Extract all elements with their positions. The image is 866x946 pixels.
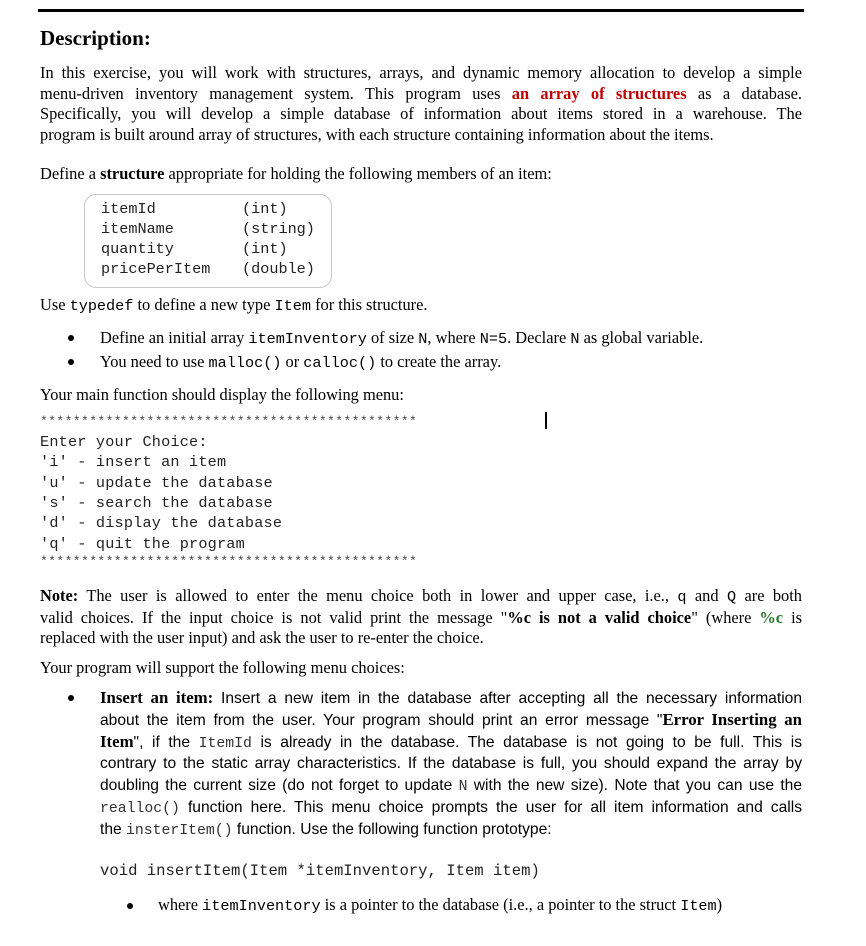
text: or bbox=[281, 352, 304, 371]
function-prototype: void insertItem(Item *itemInventory, Item item) bbox=[100, 862, 540, 880]
bullet-dot bbox=[68, 359, 74, 365]
insert-line-7 bbox=[100, 819, 802, 843]
format-specifier: %c bbox=[759, 607, 784, 627]
member-type: (string) bbox=[242, 220, 315, 238]
text: to define a new type bbox=[133, 295, 275, 314]
insert-line-4: contrary to the static array characteristics. If the database is full, you should expand the array by bbox=[100, 755, 802, 772]
menu-title: Enter your Choice: bbox=[40, 433, 208, 451]
text: is bbox=[783, 607, 803, 627]
member-type: (int) bbox=[242, 200, 288, 218]
define-structure-line bbox=[40, 164, 552, 184]
text: as global variable. bbox=[579, 328, 704, 347]
text: appropriate for holding the following members of an item: bbox=[164, 164, 552, 183]
insert-line-2 bbox=[100, 709, 802, 732]
intro-line-1: In this exercise, you will work with structures, arrays, and dynamic memory allocation to develop a simple bbox=[40, 63, 802, 82]
bullet-dot bbox=[68, 695, 74, 701]
bullet-define-array bbox=[100, 328, 703, 348]
member-type: (int) bbox=[242, 240, 288, 258]
text-cursor bbox=[545, 412, 547, 429]
code: malloc() bbox=[208, 354, 282, 372]
code-typedef: typedef bbox=[69, 297, 134, 315]
code: itemInventory bbox=[202, 897, 321, 915]
text: You need to use bbox=[100, 352, 209, 371]
top-rule bbox=[38, 9, 804, 12]
bold-structure: structure bbox=[100, 164, 165, 183]
text: where bbox=[158, 895, 203, 914]
text: with the new size). Note that you can use the bbox=[467, 777, 802, 794]
support-line: Your program will support the following menu choices: bbox=[40, 658, 405, 677]
bullet-dot bbox=[68, 335, 74, 341]
member-name: itemId bbox=[101, 200, 156, 218]
intro-line-4: program is built around array of structures, with each structure containing information about the items. bbox=[40, 124, 714, 144]
text: function. Use the following function prototype: bbox=[232, 821, 552, 838]
menu-option: 'u' - update the database bbox=[40, 474, 273, 492]
code: itemInventory bbox=[248, 330, 367, 348]
code: insterItem() bbox=[126, 823, 233, 839]
intro-line-2 bbox=[40, 84, 802, 105]
member-type: (double) bbox=[242, 260, 315, 278]
code: q bbox=[677, 588, 687, 606]
text: Insert a new item in the database after accepting all the necessary information bbox=[213, 690, 802, 707]
code: realloc() bbox=[100, 801, 180, 817]
insert-line-1 bbox=[100, 687, 802, 710]
menu-option: 'd' - display the database bbox=[40, 514, 283, 532]
menu-option: 's' - search the database bbox=[40, 494, 273, 512]
text: ", if the bbox=[133, 734, 199, 751]
error-message-bold: Item bbox=[100, 732, 134, 751]
note-line-1 bbox=[40, 586, 802, 608]
text: ) bbox=[716, 895, 723, 914]
text: The user is allowed to enter the menu choice both in lower and upper case, i.e., bbox=[78, 586, 678, 605]
note-label: Note: bbox=[40, 586, 79, 605]
text: " (where bbox=[691, 607, 760, 627]
member-name: quantity bbox=[101, 240, 174, 258]
text: Define an initial array bbox=[100, 328, 249, 347]
text: of size bbox=[366, 328, 419, 347]
code: N bbox=[418, 330, 428, 348]
text: Use bbox=[40, 295, 70, 314]
code: N bbox=[458, 779, 468, 795]
menu-intro: Your main function should display the following menu: bbox=[40, 385, 404, 404]
insert-title: Insert an item: bbox=[100, 688, 214, 707]
sub-bullet-line bbox=[158, 895, 722, 915]
text: the bbox=[100, 821, 127, 838]
intro-line-3: Specifically, you will develop a simple database of information about items stored in a warehouse. The bbox=[40, 104, 802, 124]
text: is already in the database. The database is not going to be full. This is bbox=[251, 734, 802, 751]
insert-line-5 bbox=[100, 775, 802, 799]
menu-option: 'q' - quit the program bbox=[40, 535, 245, 553]
text: , where bbox=[427, 328, 480, 347]
code: N=5 bbox=[479, 330, 508, 348]
note-line-3: replaced with the user input) and ask the user to re-enter the choice. bbox=[40, 628, 484, 648]
error-message-text: %c is not a valid choice bbox=[507, 607, 692, 627]
member-name: pricePerItem bbox=[101, 260, 211, 278]
note-paragraph bbox=[40, 586, 802, 649]
text: Define a bbox=[40, 164, 101, 183]
text: to create the array. bbox=[376, 352, 502, 371]
typedef-line bbox=[40, 295, 428, 315]
member-name: itemName bbox=[101, 220, 174, 238]
bullet-malloc bbox=[100, 352, 501, 372]
text: function here. This menu choice prompts the user for all item information and calls bbox=[179, 799, 802, 816]
highlight-array-of-structures: an array of structures bbox=[511, 83, 687, 103]
text: . Declare bbox=[507, 328, 571, 347]
code-item: Item bbox=[274, 297, 311, 315]
menu-stars-bottom: ********************************************** bbox=[40, 554, 418, 569]
intro-text: as a database. bbox=[686, 83, 802, 103]
intro-text: menu-driven inventory management system. This program uses bbox=[40, 83, 512, 103]
menu-stars-top: ********************************************** bbox=[40, 414, 418, 429]
text: are both bbox=[736, 586, 802, 605]
text: doubling the current size (do not forget to update bbox=[100, 777, 459, 794]
note-line-2 bbox=[40, 608, 802, 629]
error-message-bold: Error Inserting an bbox=[662, 710, 803, 729]
text: is a pointer to the database (i.e., a pointer to the struct bbox=[320, 895, 681, 914]
insert-line-6 bbox=[100, 797, 802, 821]
bullet-dot bbox=[127, 903, 133, 909]
text: for this structure. bbox=[310, 295, 428, 314]
code: ItemId bbox=[198, 736, 252, 752]
menu-option: 'i' - insert an item bbox=[40, 453, 227, 471]
page-title: Description: bbox=[40, 26, 151, 50]
code: calloc() bbox=[303, 354, 377, 372]
code: Item bbox=[680, 897, 717, 915]
text: and bbox=[686, 586, 727, 605]
code: N bbox=[570, 330, 580, 348]
intro-paragraph bbox=[40, 63, 802, 145]
text: about the item from the user. Your program should print an error message " bbox=[100, 712, 663, 729]
text: valid choices. If the input choice is not valid print the message " bbox=[40, 607, 508, 627]
code: Q bbox=[726, 588, 737, 606]
